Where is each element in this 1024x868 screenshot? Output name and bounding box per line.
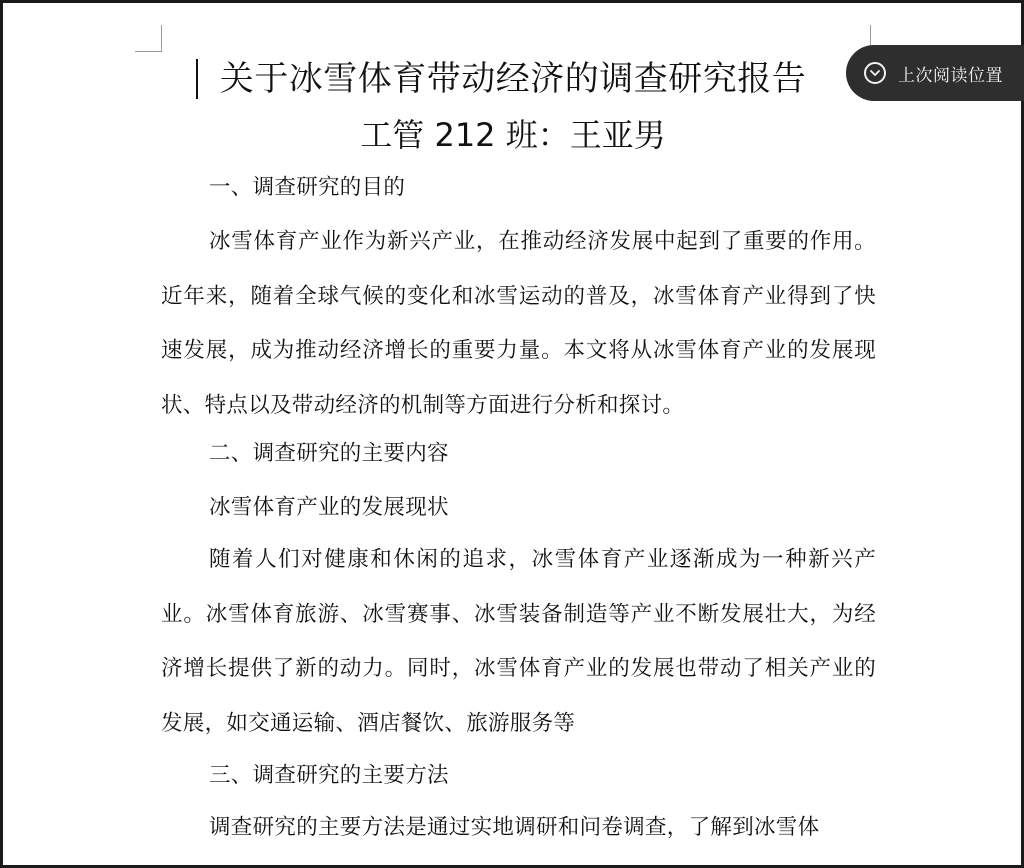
subsection-heading-status: 冰雪体育产业的发展现状 [209, 495, 449, 520]
document-subtitle: 工管 212 班：王亚男 [360, 116, 666, 154]
section-heading-purpose: 一、调查研究的目的 [209, 175, 406, 200]
document-page [3, 3, 1021, 865]
text-cursor [196, 59, 198, 99]
resume-reading-label: 上次阅读位置 [898, 65, 1003, 86]
chevron-down-circle-icon [864, 62, 886, 84]
document-title: 关于冰雪体育带动经济的调查研究报告 [219, 59, 807, 99]
page-corner-mark-top-left [135, 25, 162, 52]
section-heading-main-content: 二、调查研究的主要内容 [209, 441, 449, 466]
resume-reading-button[interactable] [846, 45, 1024, 101]
section-heading-methods: 三、调查研究的主要方法 [209, 763, 449, 788]
paragraph-purpose: 冰雪体育产业作为新兴产业，在推动经济发展中起到了重要的作用。近年来，随着全球气候的变化和冰雪运动的普及，冰雪体育产业得到了快速发展，成为推动经济增长的重要力量。本文将从冰雪体育产业的发展现状、特点以及带动经济的机制等方面进行分析和探讨。 [161, 229, 876, 418]
paragraph-status: 随着人们对健康和休闲的追求，冰雪体育产业逐渐成为一种新兴产业。冰雪体育旅游、冰雪赛事、冰雪装备制造等产业不断发展壮大，为经济增长提供了新的动力。同时，冰雪体育产业的发展也带动了相关产业的发展，如交通运输、酒店餐饮、旅游服务等 [161, 547, 876, 736]
paragraph-methods: 调查研究的主要方法是通过实地调研和问卷调查，了解到冰雪体 [209, 815, 820, 840]
